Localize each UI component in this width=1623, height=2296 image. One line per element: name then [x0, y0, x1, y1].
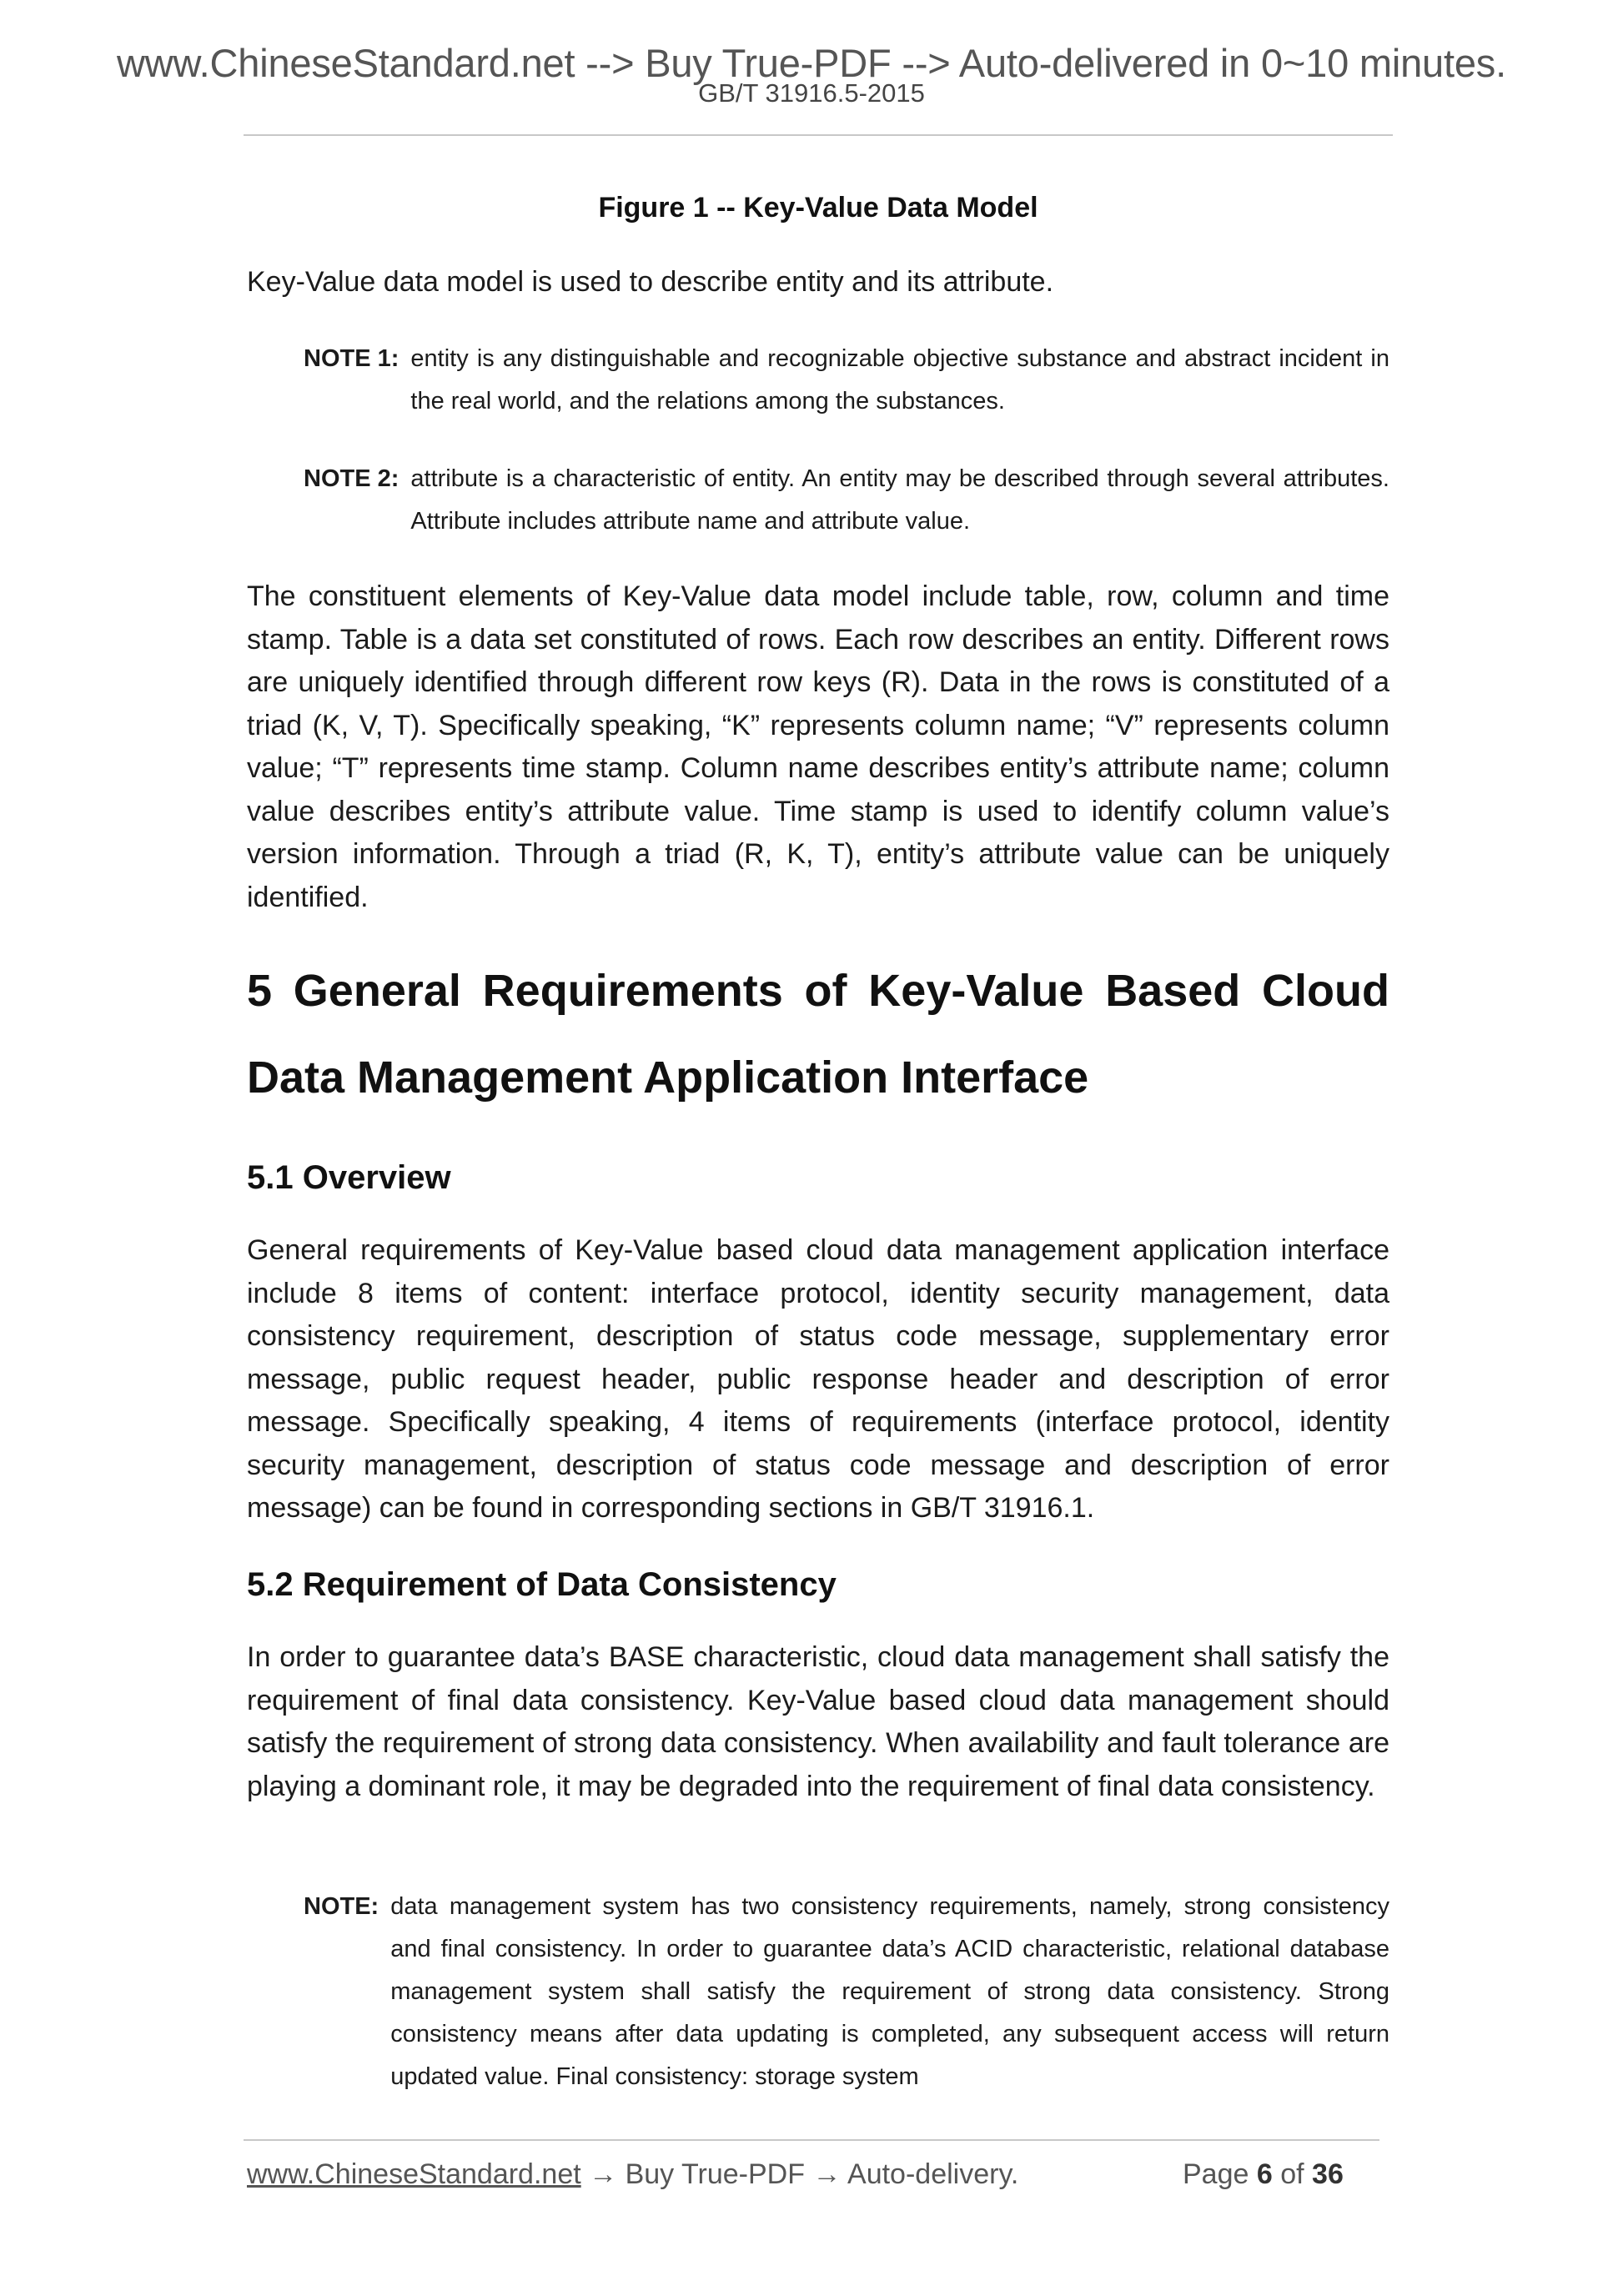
page-current: 6 [1256, 2158, 1273, 2190]
footer-buy-text: Buy True-PDF [625, 2158, 805, 2190]
figure-caption: Figure 1 -- Key-Value Data Model [598, 192, 1038, 224]
of-word: of [1280, 2158, 1304, 2190]
note-text: entity is any distinguishable and recognizable objective substance and abstract incident in the real world, and the relations among the substances. [410, 345, 1389, 414]
header-banner: www.ChineseStandard.net --> Buy True-PDF --> Auto-delivered in 0~10 minutes. [117, 41, 1506, 85]
standard-number: GB/T 31916.5-2015 [698, 78, 925, 108]
intro-paragraph: Key-Value data model is used to describe entity and its attribute. [247, 266, 1054, 298]
footer-delivery-text: Auto-delivery. [847, 2158, 1019, 2190]
footer-left [247, 2160, 1018, 2188]
note-text: data management system has two consistency requirements, namely, strong consistency and final consistency. In order to guarantee data’s ACID characteristic, relational database management system shall satisfy the requirement of strong data consistency. Strong consistency means after data updating is completed, any subsequent access will return updated value. Final consistency: storage system [390, 1893, 1389, 2090]
section-5-2-paragraph: In order to guarantee data’s BASE characteristic, cloud data management shall satisfy the requirement of final data consistency. Key-Value based cloud data management should satisfy the requirement of strong data consistency. When availability and fault tolerance are playing a dominant role, it may be degraded into the requirement of final data consistency. [247, 1641, 1389, 1802]
note-label: NOTE: [304, 1893, 379, 1920]
arrow-right-icon: → [812, 2158, 842, 2190]
note-1 [304, 338, 1389, 423]
page-indicator [1183, 2160, 1344, 2188]
arrow-right-icon: → [589, 2158, 618, 2190]
note-label: NOTE 1: [304, 345, 399, 372]
footer-site-link[interactable]: www.ChineseStandard.net [247, 2158, 581, 2190]
section-5-2-heading: 5.2 Requirement of Data Consistency [247, 1566, 837, 1603]
section-5-1-paragraph: General requirements of Key-Value based cloud data management application interface include 8 items of content: interface protocol, identity security management, data consistency requirement, description of status code message, supplementary error message, public request header, public response header and description of error message. Specifically speaking, 4 items of requirements (interface protocol, identity security management, description of status code message and description of error message) can be found in corresponding sections in GB/T 31916.1. [247, 1234, 1389, 1524]
footer-divider [244, 2139, 1379, 2141]
header-divider [244, 134, 1393, 136]
elements-paragraph: The constituent elements of Key-Value data model include table, row, column and time stamp. Table is a data set constituted of rows. Each row describes an entity. Different rows are uniquely identified through different row keys (R). Data in the rows is constituted of a triad (K, V, T). Specifically speaking, “K” represents column name; “V” represents column value; “T” represents time stamp. Column name describes entity’s attribute name; column value describes entity’s attribute value. Time stamp is used to identify column value’s version information. Through a triad (R, K, T), entity’s attribute value can be uniquely identified. [247, 580, 1389, 913]
note-2 [304, 458, 1389, 543]
note-text: attribute is a characteristic of entity. An entity may be described through several attributes. Attribute includes attribute name and attribute value. [410, 465, 1389, 535]
page-word: Page [1183, 2158, 1249, 2190]
section-5-heading: 5 General Requirements of Key-Value Based Cloud Data Management Application Interface [247, 966, 1389, 1103]
page-total: 36 [1312, 2158, 1344, 2190]
section-5-2-note [304, 1886, 1389, 2098]
note-label: NOTE 2: [304, 465, 399, 492]
section-5-1-heading: 5.1 Overview [247, 1159, 451, 1196]
